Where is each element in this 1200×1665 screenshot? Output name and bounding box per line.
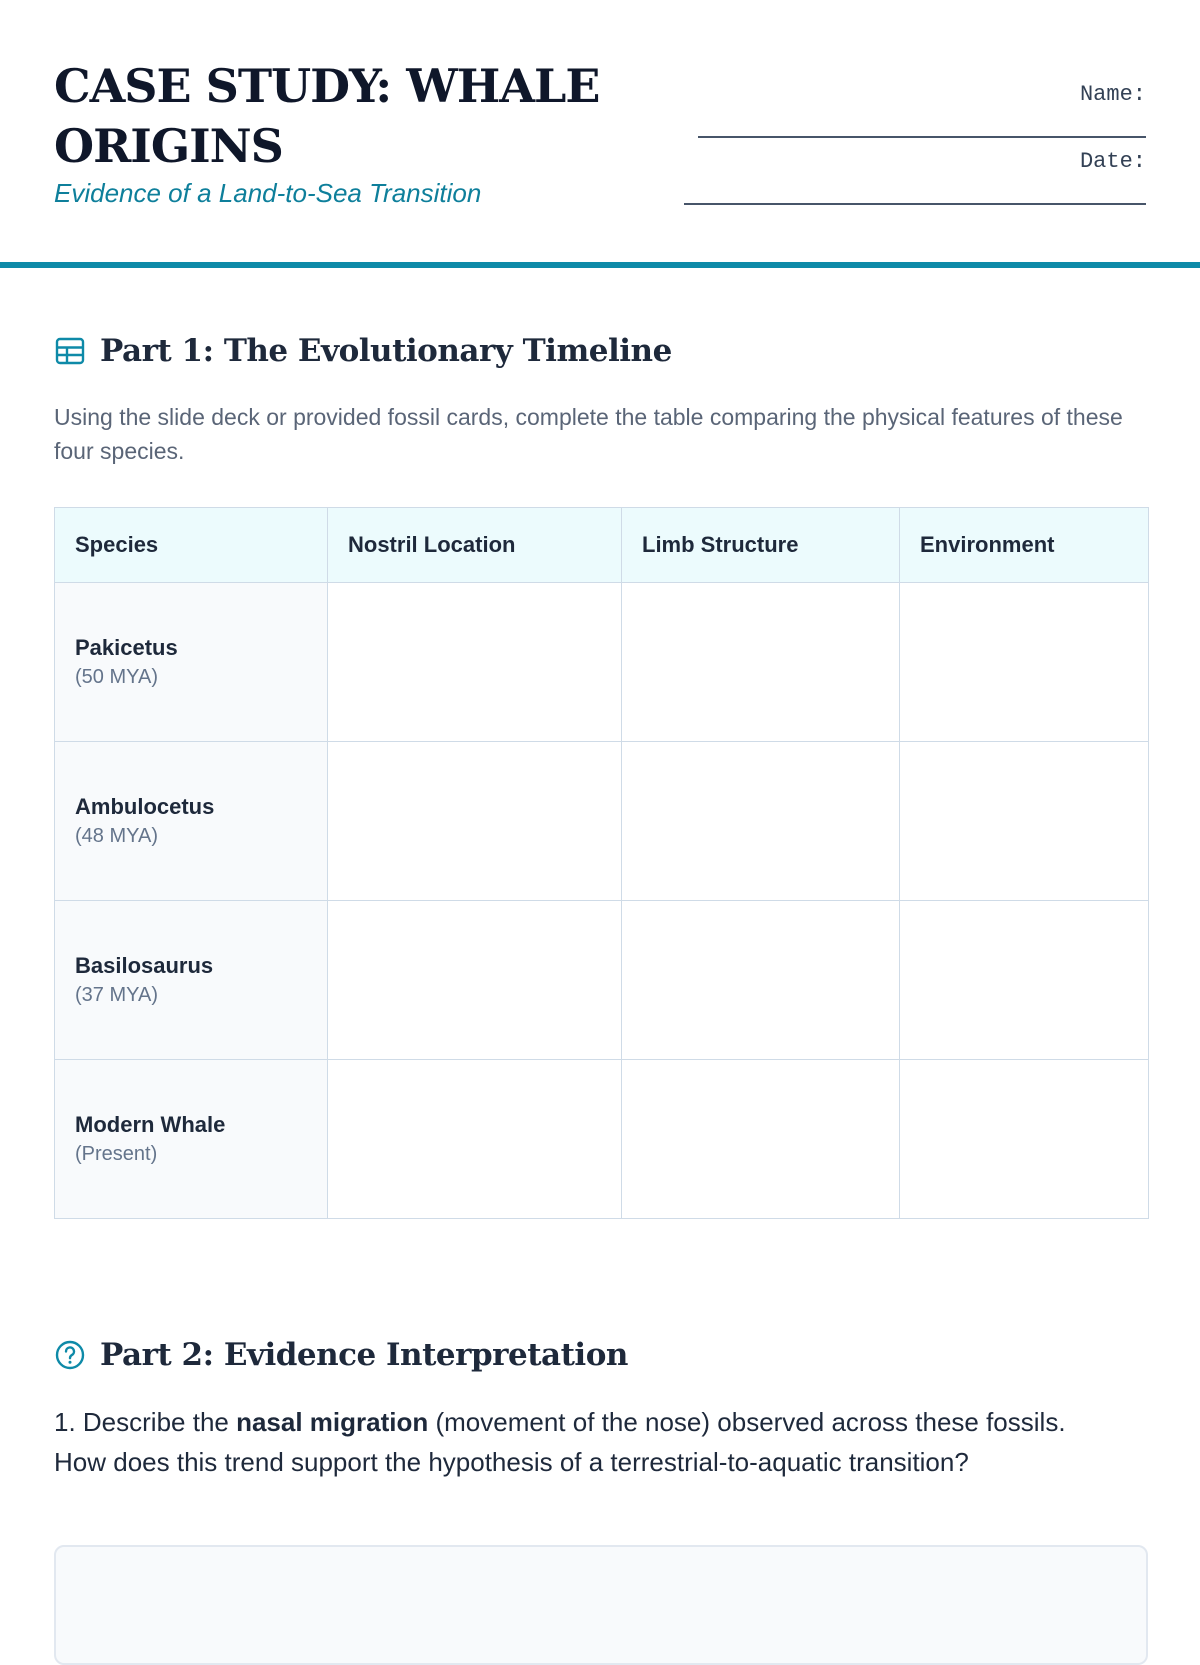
table-header-row bbox=[55, 508, 1149, 583]
page-title: CASE STUDY: WHALE ORIGINS bbox=[54, 59, 600, 173]
species-cell bbox=[55, 742, 328, 901]
limb-structure-cell[interactable] bbox=[622, 1060, 900, 1219]
column-header-nostril-location: Nostril Location bbox=[328, 508, 622, 583]
table-row bbox=[55, 1060, 1149, 1219]
table-row bbox=[55, 583, 1149, 742]
column-header-limb-structure: Limb Structure bbox=[622, 508, 900, 583]
species-name: Pakicetus bbox=[75, 635, 178, 660]
timeline-table bbox=[54, 507, 1149, 1219]
part-1-heading bbox=[54, 331, 672, 371]
environment-cell[interactable] bbox=[900, 1060, 1149, 1219]
environment-cell[interactable] bbox=[900, 742, 1149, 901]
environment-cell[interactable] bbox=[900, 901, 1149, 1060]
limb-structure-cell[interactable] bbox=[622, 742, 900, 901]
name-field[interactable] bbox=[698, 136, 1146, 138]
species-cell bbox=[55, 901, 328, 1060]
table-row bbox=[55, 901, 1149, 1060]
species-cell bbox=[55, 583, 328, 742]
species-era: (48 MYA) bbox=[75, 825, 158, 847]
nostril-location-cell[interactable] bbox=[328, 742, 622, 901]
nostril-location-cell[interactable] bbox=[328, 583, 622, 742]
species-cell bbox=[55, 1060, 328, 1219]
page-subtitle: Evidence of a Land-to-Sea Transition bbox=[54, 178, 482, 208]
nostril-location-cell[interactable] bbox=[328, 901, 622, 1060]
nostril-location-cell[interactable] bbox=[328, 1060, 622, 1219]
part-1-title: Part 1: The Evolutionary Timeline bbox=[100, 333, 672, 369]
question-1-suffix: (movement of the nose) observed across these fossils. How does this trend support the hypothesis of a terrestrial-to-aquatic transition? bbox=[54, 1407, 1066, 1477]
species-name: Ambulocetus bbox=[75, 794, 215, 819]
worksheet-header bbox=[0, 0, 1200, 268]
species-era: (Present) bbox=[75, 1143, 158, 1165]
table-row bbox=[55, 742, 1149, 901]
question-1-emphasis: nasal migration bbox=[236, 1407, 429, 1437]
column-header-environment: Environment bbox=[900, 508, 1149, 583]
part-2-title: Part 2: Evidence Interpretation bbox=[100, 1337, 628, 1373]
date-label: Date: bbox=[1079, 149, 1146, 174]
question-1-answer-box[interactable] bbox=[54, 1545, 1148, 1665]
species-era: (50 MYA) bbox=[75, 666, 158, 688]
date-field[interactable] bbox=[684, 203, 1146, 205]
column-header-species: Species bbox=[55, 508, 328, 583]
question-1-prefix: 1. Describe the bbox=[54, 1407, 237, 1437]
species-name: Modern Whale bbox=[75, 1112, 226, 1137]
name-label: Name: bbox=[1079, 82, 1146, 107]
species-era: (37 MYA) bbox=[75, 984, 158, 1006]
table-icon bbox=[54, 335, 86, 367]
limb-structure-cell[interactable] bbox=[622, 901, 900, 1060]
limb-structure-cell[interactable] bbox=[622, 583, 900, 742]
species-name: Basilosaurus bbox=[75, 953, 214, 978]
question-circle-icon bbox=[54, 1339, 86, 1371]
question-1 bbox=[54, 1402, 1114, 1482]
environment-cell[interactable] bbox=[900, 583, 1149, 742]
part-2-heading bbox=[54, 1335, 628, 1375]
part-1-instructions: Using the slide deck or provided fossil cards, complete the table comparing the physical features of these four species. bbox=[54, 404, 1123, 464]
